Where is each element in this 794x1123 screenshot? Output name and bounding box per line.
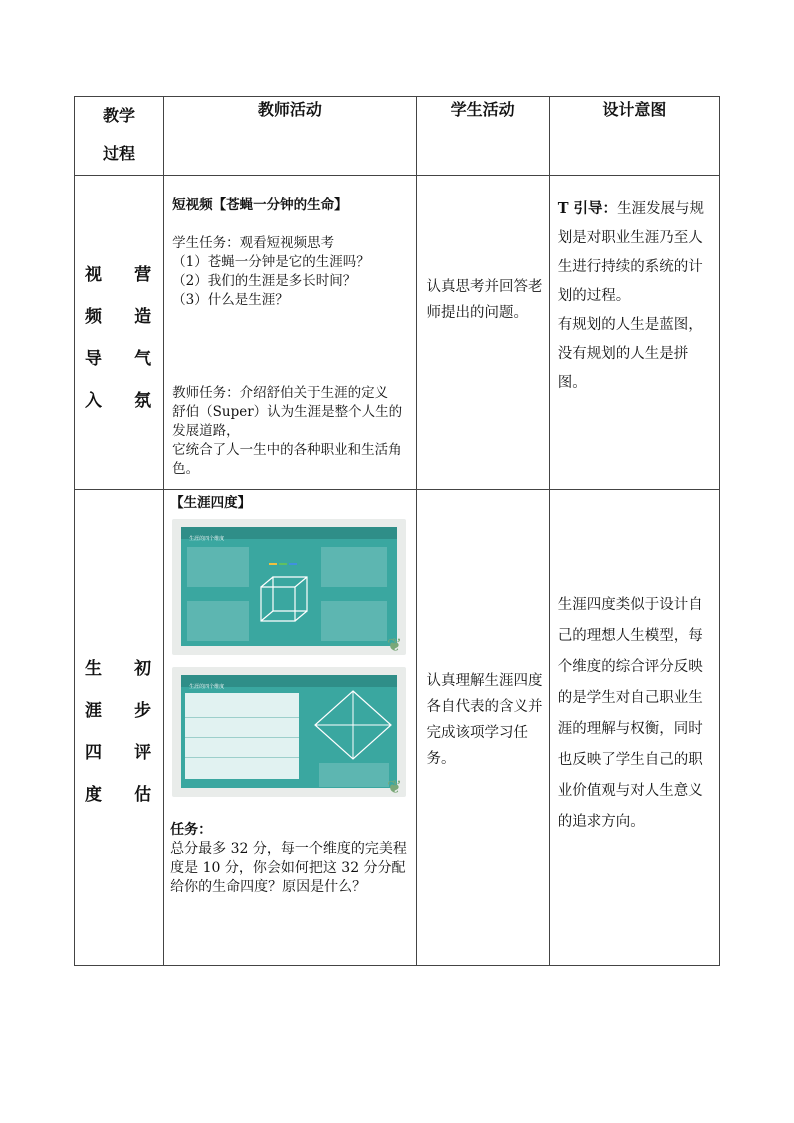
stage-pair: 入 氛 bbox=[85, 391, 152, 411]
design-intent-cell bbox=[549, 490, 719, 966]
diamond-diagram bbox=[313, 689, 393, 761]
definition-2: 它统合了人一生中的各种职业和生活角色。 bbox=[172, 442, 402, 477]
leaf-decoration-icon: ❦ bbox=[387, 777, 403, 797]
header-teacher: 教师活动 bbox=[164, 97, 416, 176]
task-title: 任务： bbox=[170, 822, 213, 838]
student-activity-text: 认真理解生涯四度各自代表的含义并完成该项学习任务。 bbox=[426, 673, 543, 767]
question-1: （1）苍蝇一分钟是它的生涯吗？ bbox=[172, 254, 370, 270]
header-process bbox=[75, 97, 164, 176]
design-para-1: T 引导：生涯发展与规划是对职业生涯乃至人生进行持续的系统的计划的过程。 bbox=[557, 200, 705, 304]
table-header-row bbox=[75, 97, 720, 176]
stage-pair: 视 营 bbox=[85, 265, 152, 285]
definition-1: 舒伯（Super）认为生涯是整个人生的发展道路， bbox=[172, 404, 403, 439]
question-2: （2）我们的生涯是多长时间？ bbox=[172, 273, 357, 289]
student-activity-cell bbox=[416, 490, 549, 966]
student-activity-text: 认真思考并回答老师提出的问题。 bbox=[426, 279, 543, 321]
table-row bbox=[75, 490, 720, 966]
stage-pair: 度 估 bbox=[85, 785, 152, 805]
lesson-plan-table bbox=[74, 96, 720, 966]
design-intent-text: 生涯四度类似于设计自己的理想人生模型，每个维度的综合评分反映的是学生对自己职业生涯的理解与权衡，同时也反映了学生自己的职业价值观与对人生意义的追求方向。 bbox=[557, 597, 703, 830]
section-title: 【生涯四度】 bbox=[170, 495, 252, 511]
stage-pair: 四 评 bbox=[85, 743, 152, 763]
stage-pair: 导 气 bbox=[85, 349, 152, 369]
header-design: 设计意图 bbox=[549, 97, 719, 176]
header-process-line2: 过程 bbox=[103, 144, 136, 163]
stage-pair: 涯 步 bbox=[85, 701, 152, 721]
cube-diagram bbox=[255, 571, 317, 627]
video-title: 短视频【苍蝇一分钟的生命】 bbox=[172, 197, 348, 213]
design-intent-cell bbox=[549, 176, 719, 490]
design-para-2: 有规划的人生是蓝图，没有规划的人生是拼图。 bbox=[557, 317, 703, 391]
teacher-activity-cell bbox=[164, 176, 416, 490]
student-task-label: 学生任务：观看短视频思考 bbox=[172, 235, 335, 251]
stage-pair: 生 初 bbox=[85, 659, 152, 679]
slide-image-cube: 生涯的四个维度 ❦ bbox=[172, 519, 406, 655]
student-activity-cell bbox=[416, 176, 549, 490]
slide-image-diamond: 生涯的四个维度 ❦ bbox=[172, 667, 406, 797]
table-row bbox=[75, 176, 720, 490]
teacher-activity-cell bbox=[164, 490, 416, 966]
stage-cell bbox=[75, 176, 164, 490]
question-3: （3）什么是生涯？ bbox=[172, 292, 289, 308]
stage-cell bbox=[75, 490, 164, 966]
task-text: 总分最多 32 分，每一个维度的完美程度是 10 分，你会如何把这 32 分分配给你的生命四度？原因是什么？ bbox=[170, 841, 407, 895]
teacher-task: 教师任务：介绍舒伯关于生涯的定义 bbox=[172, 385, 389, 401]
header-student: 学生活动 bbox=[416, 97, 549, 176]
stage-pair: 频 造 bbox=[85, 307, 152, 327]
leaf-decoration-icon: ❦ bbox=[387, 635, 403, 655]
header-process-line1: 教学 bbox=[103, 106, 136, 125]
